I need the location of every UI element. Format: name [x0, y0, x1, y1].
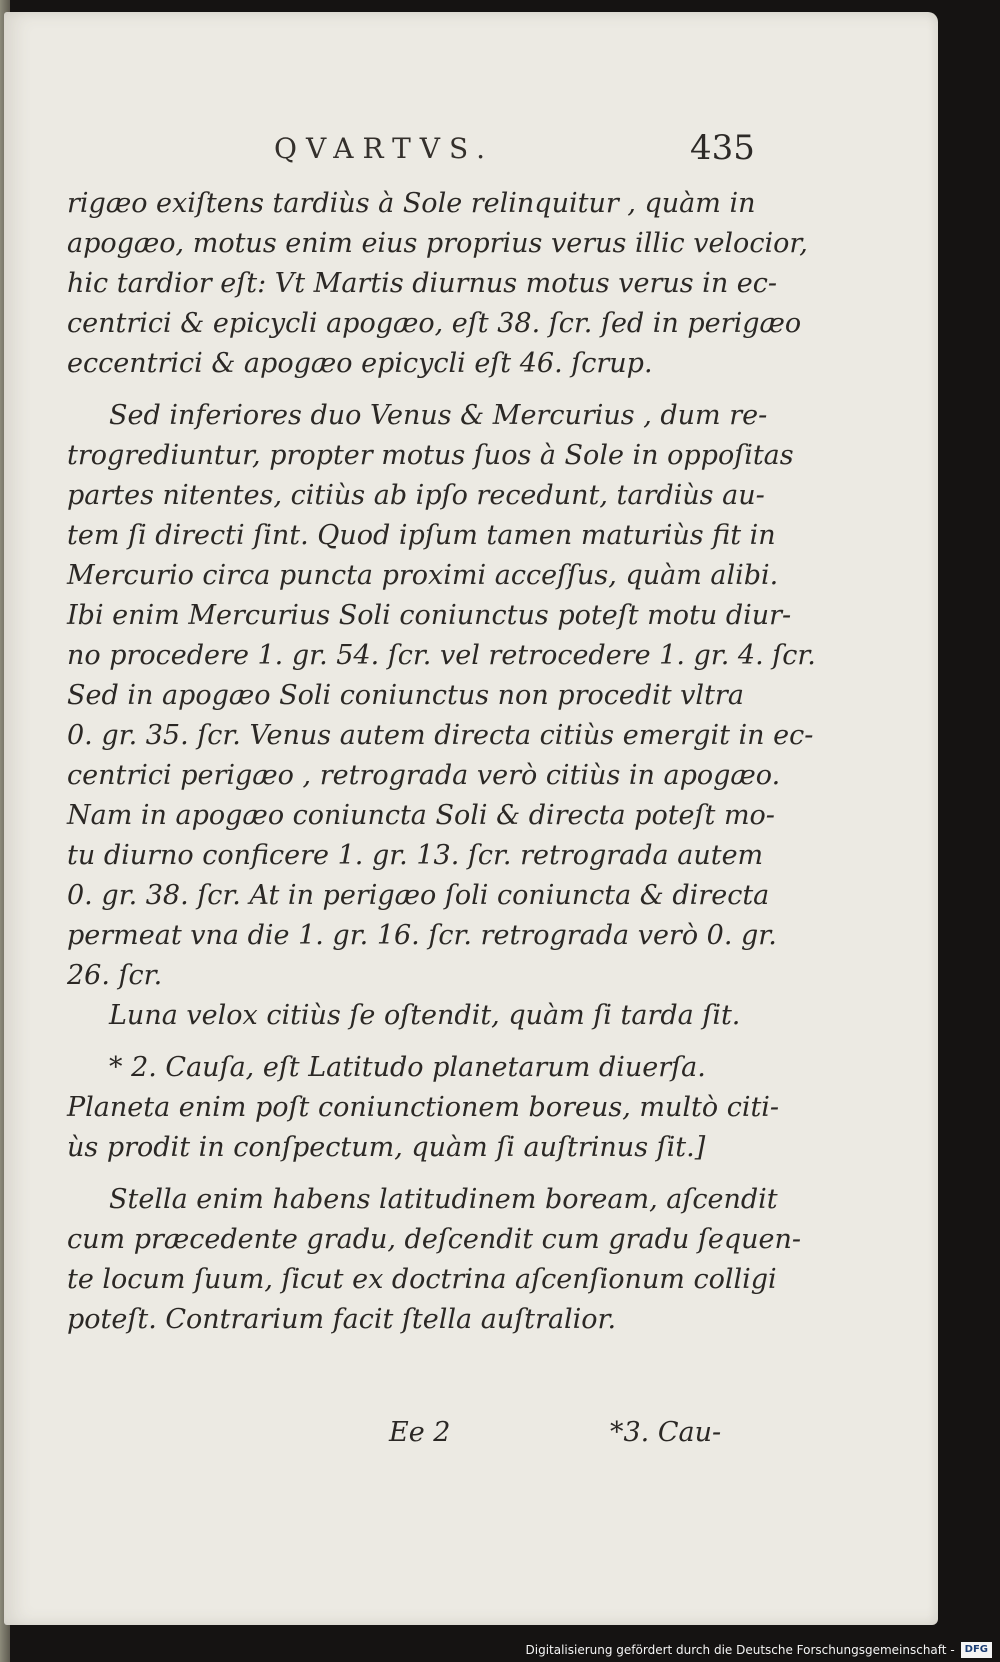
text-line: eccentrici & apogæo epicycli eſt 46. ſcrup.: [67, 348, 653, 379]
text-line: poteſt. Contrarium facit ſtella auſtralior.: [67, 1304, 617, 1335]
text-line: 0. gr. 38. ſcr. At in perigæo ſoli coniuncta & directa: [67, 880, 770, 911]
text-line: tu diurno conficere 1. gr. 13. ſcr. retrograda autem: [67, 840, 764, 871]
text-line: Nam in apogæo coniuncta Soli & directa poteſt mo-: [67, 800, 775, 831]
text-line: rigæo exiſtens tardiùs à Sole relinquitur , quàm in: [67, 188, 756, 219]
text-line: centrici & epicycli apogæo, eſt 38. ſcr. ſed in perigæo: [67, 308, 802, 339]
text-line: Sed in apogæo Soli coniunctus non procedit vltra: [67, 680, 744, 711]
book-page: [4, 12, 938, 1625]
text-line: ùs prodit in conſpectum, quàm ſi auſtrinus ſit.]: [67, 1132, 706, 1163]
credit-text: Digitalisierung gefördert durch die Deutsche Forschungsgemeinschaft -: [525, 1643, 955, 1657]
text-line: cum præcedente gradu, deſcendit cum gradu ſequen-: [67, 1224, 802, 1255]
catch-line: [4, 1417, 938, 1457]
page-number: 435: [690, 128, 755, 168]
text-line: trogrediuntur, propter motus ſuos à Sole in oppoſitas: [67, 440, 794, 471]
text-line: apogæo, motus enim eius proprius verus illic velocior,: [67, 228, 808, 259]
paragraph-gap: [67, 1036, 757, 1048]
body-text: [67, 184, 816, 1340]
signature-mark: Ee 2: [389, 1417, 451, 1448]
text-line: 0. gr. 35. ſcr. Venus autem directa citiùs emergit in ec-: [67, 720, 814, 751]
text-line: Planeta enim poſt coniunctionem boreus, multò citi-: [67, 1092, 780, 1123]
catchword: *3. Cau-: [610, 1417, 722, 1448]
paragraph-gap: [67, 384, 757, 396]
digitization-credit: [526, 1642, 993, 1658]
text-line: Ibi enim Mercurius Soli coniunctus poteſt motu diur-: [67, 600, 792, 631]
text-line: Luna velox citiùs ſe oſtendit, quàm ſi tarda ſit.: [109, 1000, 741, 1031]
text-line: * 2. Cauſa, eſt Latitudo planetarum diuerſa.: [109, 1052, 706, 1083]
text-line: Mercurio circa puncta proximi acceſſus, quàm alibi.: [67, 560, 779, 591]
text-line: permeat vna die 1. gr. 16. ſcr. retrograda verò 0. gr.: [67, 920, 777, 951]
text-line: partes nitentes, citiùs ab ipſo recedunt, tardiùs au-: [67, 480, 765, 511]
dfg-logo: DFG: [961, 1642, 992, 1658]
running-head: QVARTVS.: [274, 132, 495, 165]
text-line: Sed inferiores duo Venus & Mercurius , dum re-: [109, 400, 768, 431]
text-line: hic tardior eſt: Vt Martis diurnus motus verus in ec-: [67, 268, 778, 299]
text-line: no procedere 1. gr. 54. ſcr. vel retrocedere 1. gr. 4. ſcr.: [67, 640, 816, 671]
paragraph-gap: [67, 1168, 757, 1180]
text-line: centrici perigæo , retrograda verò citiùs in apogæo.: [67, 760, 781, 791]
text-line: te locum ſuum, ſicut ex doctrina aſcenſionum colligi: [67, 1264, 777, 1295]
text-line: tem ſi directi ſint. Quod ipſum tamen maturiùs fit in: [67, 520, 776, 551]
text-line: Stella enim habens latitudinem boream, aſcendit: [109, 1184, 778, 1215]
text-line: 26. ſcr.: [67, 960, 163, 991]
